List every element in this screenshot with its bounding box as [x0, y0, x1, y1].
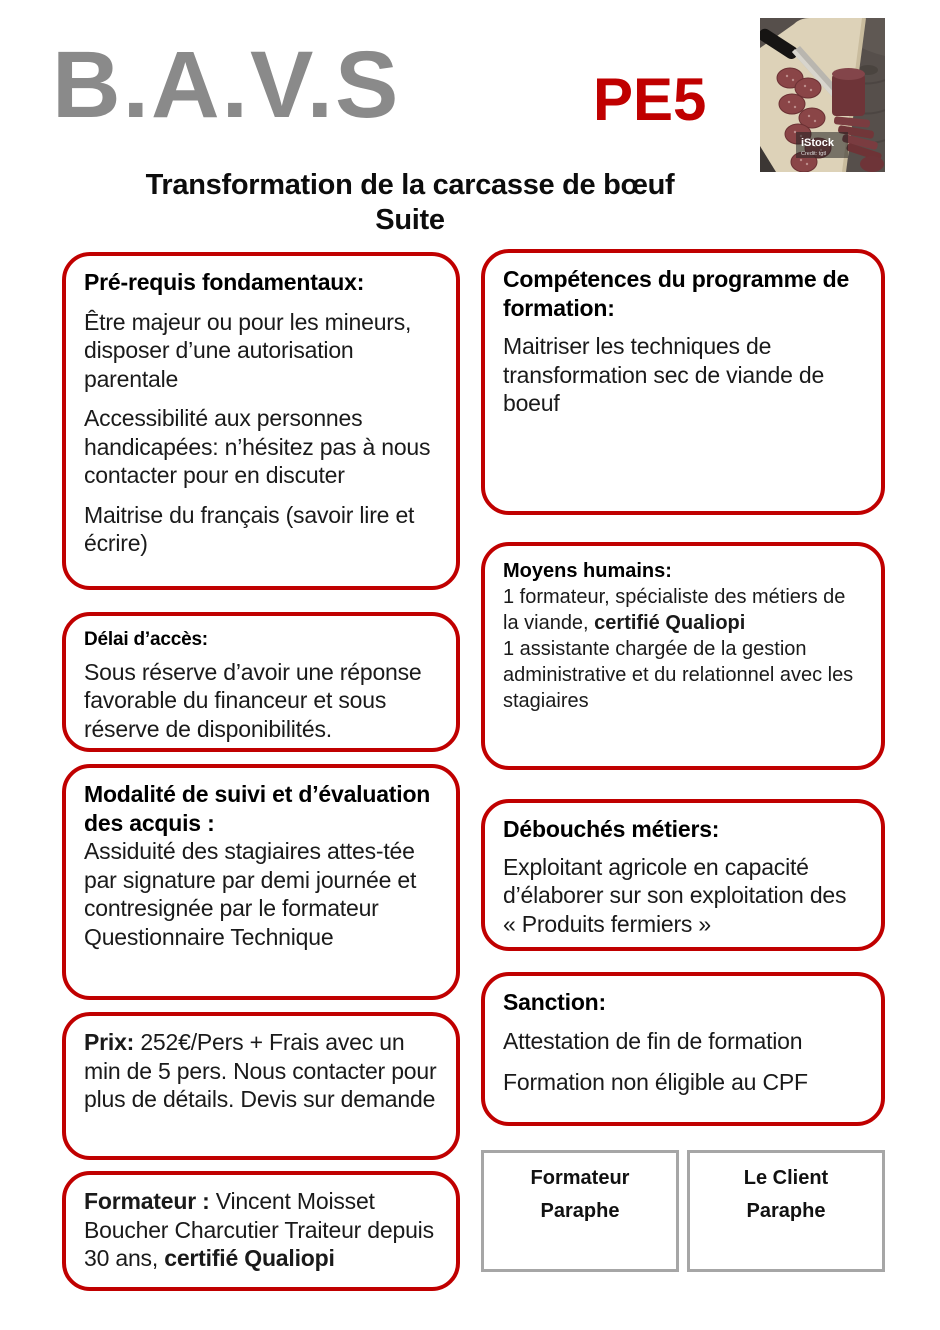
page-title: Transformation de la carcasse de bœuf [145, 169, 675, 201]
signature-cell-paraphe-label: Paraphe [540, 1200, 620, 1222]
moyens-paragraph: 1 assistante chargée de la gestion administrative et du relationnel avec les stagiaires [503, 638, 854, 712]
charcuterie-photo [760, 18, 885, 172]
logo-bavs: B.A.V.S [52, 32, 401, 138]
box-competences [481, 249, 885, 515]
modalite-paragraph: Questionnaire Technique [84, 923, 334, 950]
prerequis-paragraph: Être majeur ou pour les mineurs, disposer d’une autorisation parentale [84, 308, 412, 392]
modalite-paragraph: Assiduité des stagiaires attes-tée par signature par demi journée et contresignée par le formateur [84, 838, 417, 922]
prerequis-paragraph: Accessibilité aux personnes handicapées: n’hésitez pas à nous contacter pour en discuter [84, 405, 431, 489]
sanction-paragraph: Formation non éligible au CPF [503, 1069, 808, 1096]
istock-watermark [796, 132, 848, 158]
box-formateur [62, 1171, 460, 1291]
box-prerequis [62, 252, 460, 590]
prerequis-heading: Pré-requis fondamentaux: [84, 269, 365, 295]
title-block [30, 168, 790, 238]
competences-heading: Compétences du programme de formation: [503, 266, 850, 321]
signature-cell-title: Formateur [530, 1167, 630, 1189]
sanction-heading: Sanction: [503, 989, 606, 1015]
box-sanction [481, 972, 885, 1126]
prix-paragraph: Prix: 252€/Pers + Frais avec un min de 5 pers. Nous contacter pour plus de détails. Devis sur demande [84, 1029, 437, 1113]
signature-cell-paraphe-label: Paraphe [746, 1200, 826, 1222]
debouches-heading: Débouchés métiers: [503, 816, 720, 842]
delai-paragraph: Sous réserve d’avoir une réponse favorable du financeur et sous réserve de disponibilités. [84, 658, 422, 742]
svg-text:Credit: tgtl: Credit: tgtl [801, 151, 827, 157]
modalite-heading: Modalité de suivi et d’évaluation des acquis : [84, 781, 431, 836]
prerequis-paragraph: Maitrise du français (savoir lire et écrire) [84, 501, 415, 557]
box-moyens-humains [481, 542, 885, 770]
signature-cell-formateur [481, 1150, 679, 1272]
box-modalite-suivi [62, 764, 460, 1000]
box-delai-acces [62, 612, 460, 752]
sanction-paragraph: Attestation de fin de formation [503, 1027, 803, 1054]
delai-heading: Délai d’accès: [84, 629, 208, 650]
competences-paragraph: Maitriser les techniques de transformation sec de viande de boeuf [503, 333, 825, 417]
moyens-paragraph: 1 formateur, spécialiste des métiers de la viande, certifié Qualiopi [503, 586, 846, 634]
debouches-paragraph: Exploitant agricole en capacité d’élaborer sur son exploitation des « Produits fermiers » [503, 853, 847, 937]
signature-cell-title: Le Client [743, 1167, 829, 1189]
moyens-heading: Moyens humains: [503, 560, 672, 582]
svg-text:iStock: iStock [801, 137, 835, 149]
box-prix [62, 1012, 460, 1160]
signature-table [481, 1150, 885, 1272]
formateur-paragraph: Formateur : Vincent Moisset Boucher Charcutier Traiteur depuis 30 ans, certifié Qualiopi [84, 1188, 434, 1272]
signature-cell-client [687, 1150, 885, 1272]
box-debouches-metiers [481, 799, 885, 951]
doc-code-pe5: PE5 [593, 66, 707, 133]
page-subtitle: Suite [375, 203, 445, 236]
